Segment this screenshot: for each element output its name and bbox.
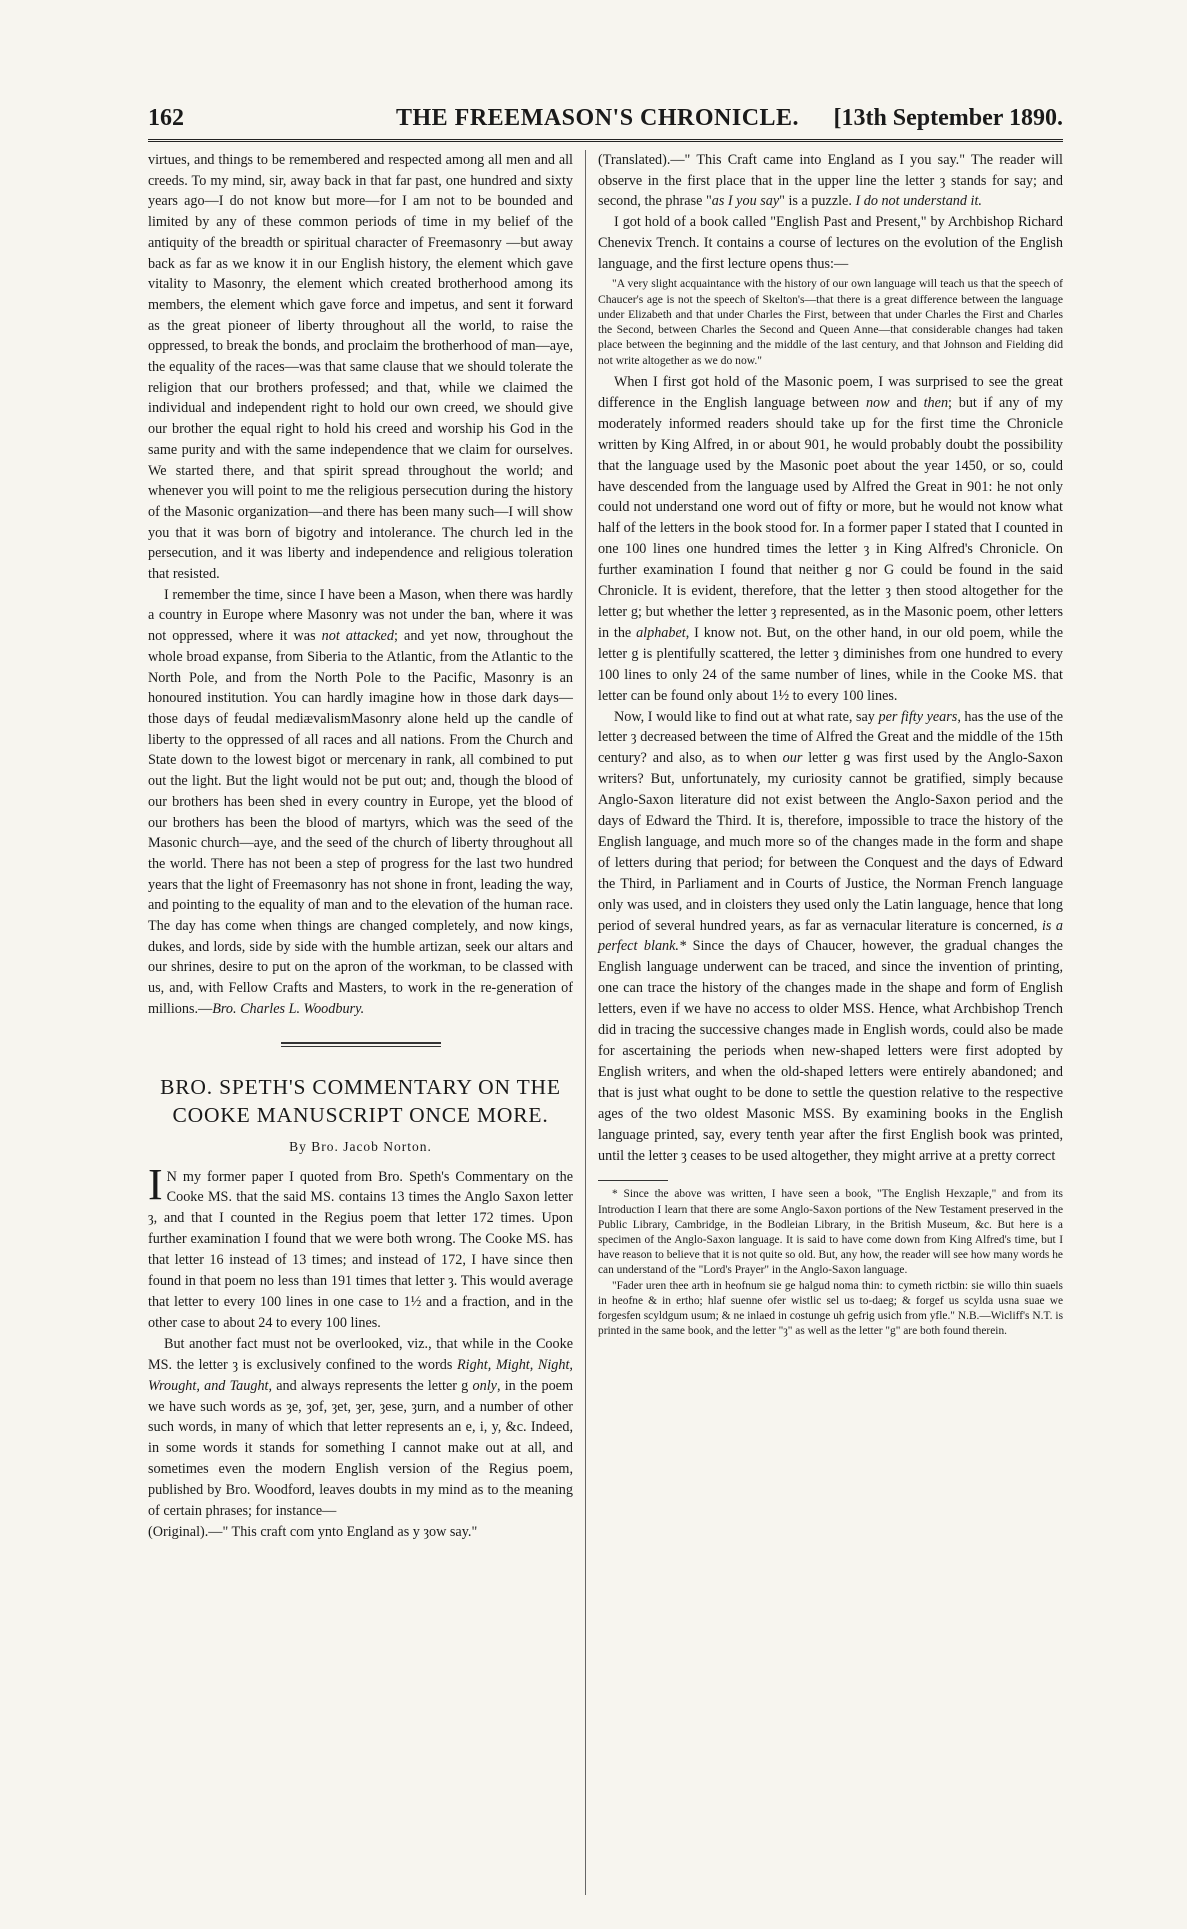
speech-signature: Bro. Charles L. Woodbury. bbox=[212, 1000, 365, 1017]
speech-paragraph-1: virtues, and things to be remembered and respected among all men and all creeds. To my mind, sir, away back in that far past, one hundred and sixty years ago—I do not know but more—for I am not to be bounded and limited by any of these common periods of time in my belief of the antiquity of the breadth or spiritual character of Freemasonry —but away back as far as we know it in our English history, the element which gave vitality to Masonry, the element which created brotherhood among its members, the element which gave force and impetus, and sent it forward as the great pioneer of liberty throughout all the world, to raise the oppressed, to break the bonds, and proclaim the brotherhood of man—aye, the equality of the races—was that same clause that we should tolerate the religion that our brothers professed; and that, while we claimed the individual and independent right to hold our own creed, we should give our brother the equal right to hold his creed and worship his God in the same purity and with the same independence that we claim for ourselves. We started there, and that spirit spread throughout the world; and whenever you will point to me the religious persecution during the history of the Masonic organization—and there has been many such—I will show you that it was born of bigotry and intolerance. The church led in the persecution, and it was liberty and independence and religious toleration that resisted. bbox=[148, 152, 573, 583]
footnote-lords-prayer: "Fader uren thee arth in heofnum sie ge halgud noma thin: to cymeth rictbin: sie willo thin suaels in heofne & in ertho; hlaf suenne ofer wistlic sel us to-daeg; & forgef us scylda usna suae we forgesfen scyldgum usum; & ne inlaed in costunge uh gefrig usich from yfle." N.B.—Wicliff's N.T. is printed in the same book, and the letter "ȝ" as well as the letter "g" are both found therein. bbox=[598, 1279, 1063, 1338]
rate-paragraph: Now, I would like to find out at what rate, say per fifty years, has the use of the letter ȝ decreased between the time of Alfred the Great and the middle of the 15th century? and also, as to when our letter g was first used by the Anglo-Saxon writers? But, unfortunately, my curiosity cannot be gratified, simply because Anglo-Saxon literature did not exist between the Anglo-Saxon period and the days of Edward the Third. It is, therefore, impossible to trace the history of the English language, and much more so of the changes made in the form and shape of letters during that period; for between the Conquest and the days of Edward the Third, in Parliament and in Courts of Justice, the Norman French language only was used, and in cloisters they used only the Latin language, hence that long period of several hundred years, as far as vernacular literature is concerned, is a perfect blank.* Since the days of Chaucer, however, the gradual changes the English language underwent can be traced, and since the invention of printing, one can trace the history of the changes made in the shape and form of English letters, even if we have no access to older MSS. Hence, what Archbishop Trench did in tracing the successive changes made in English words, could also be made for ascertaining the periods when new-shaped letters were first adopted by English writers, and when the old-shaped letters were entirely abandoned; and that is just what ought to be done to settle the question relative to the respective ages of the two oldest Masonic MSS. By examining books in the English language printed, say, every tenth year after the first English book was printed, until the letter ȝ ceases to be used altogether, they might arrive at a pretty correct bbox=[598, 708, 1064, 1164]
footnote-rule bbox=[598, 1180, 668, 1181]
article-divider bbox=[281, 1042, 441, 1047]
trench-quote: "A very slight acquaintance with the history of our own language will teach us that the speech of Chaucer's age is not the speech of Skelton's—that there is a great difference between the language under Elizabeth and that under Charles the First, between that under Charles the First and Charles the Second, between Charles the Second and Queen Anne—that considerable changes had taken place between the beginning and the middle of the last century, and that Johnson and Fielding did not write altogether as we do now." bbox=[598, 277, 1063, 367]
trench-paragraph: I got hold of a book called "English Past and Present," by Archbishop Richard Chenevix Trench. It contains a course of lectures on the evolution of the English language, and the first lecture opens thus:— bbox=[598, 214, 1063, 272]
speech-paragraph-2: I remember the time, since I have been a Mason, when there was hardly a country in Europe where Masonry was not under the ban, where it was not oppressed, where it was not attacked; and yet now, throughout the whole broad expanse, from Siberia to the Atlantic, from the Atlantic to the North Pole, and from the North Pole to the Pacific, Masonry is an honoured institution. You can hardly imagine how in those dark days—those days of feudal mediævalismMasonry alone held up the candle of liberty to the oppressed of all races and all nations. From the Church and State down to the lowest bigot or mercenary in rank, all combined to put out the light. But the light would not be put out; and, though the blood of our brothers has been shed in every country in Europe, yet the blood of our brothers has been the blood of martyrs, which was the seed of the Masonic church—aye, and the seed of the church of liberty throughout all the world. There has not been a step of progress for the last two hundred years that the light of Freemasonry has not shone in front, leading the way, and pointing to the equality of man and to the elevation of the human race. The day has come when things are changed completely, and now kings, dukes, and lords, side by side with the humble artizan, seek our altars and our shrines, desire to put on the apron of the workman, to be classed with us, and, with Fellow Crafts and Masters, to work in the re-generation of millions.—Bro. Charles L. Woodbury. bbox=[148, 586, 573, 1017]
article-heading: BRO. SPETH'S COMMENTARY ON THE COOKE MANUSCRIPT ONCE MORE. bbox=[160, 1074, 561, 1127]
article-paragraph-1: I N my former paper I quoted from Bro. Speth's Commentary on the Cooke MS. that the said MS. contains 13 times the Anglo Saxon letter ȝ, and that I counted in the Regius poem that letter 172 times. Upon further examination I found that we were both wrong. The Cooke MS. has that letter 16 instead of 13 times; and instead of 172, I have since then found in that poem no less than 191 times that letter ȝ. This would average that letter to every 100 lines in one case to 1½ and a fraction, and in the other case to about 24 to every 100 lines. bbox=[148, 1159, 573, 1331]
right-column bbox=[598, 150, 1063, 1339]
article-paragraph-2: But another fact must not be overlooked, viz., that while in the Cooke MS. the letter ȝ is exclusively confined to the words Right, Might, Night, Wrought, and Taught, and always represents the letter g only, in the poem we have such words as ȝe, ȝof, ȝet, ȝer, ȝese, ȝurn, and a number of other such words, in many of which that letter represents an e, i, y, &c. Indeed, in some words it stands for something I cannot make out at all, and sometimes even the modern English version of the Regius poem, published by Bro. Woodford, leaves doubts in my mind as to the meaning of certain phrases; for instance— bbox=[148, 1335, 574, 1520]
translated-paragraph: (Translated).—" This Craft came into England as I you say." The reader will observe in the first place that in the upper line the letter ȝ stands for say; and second, the phrase "as I you say" is a puzzle. I do not understand it. bbox=[598, 152, 1063, 210]
article-byline: By Bro. Jacob Norton. bbox=[289, 1138, 432, 1154]
article-paragraph-3: (Original).—" This craft com ynto England as y ȝow say." bbox=[148, 1523, 478, 1540]
issue-date: [13th September 1890. bbox=[833, 105, 1063, 131]
footnote-1: * Since the above was written, I have seen a book, "The English Hexzaple," and from its Introduction I learn that there are some Anglo-Saxon portions of the New Testament preserved in the Public Library, Cambridge, in the Bodleian Library, in the British Museum, &c. But here is a specimen of the Anglo-Saxon language. It is said to have come down from King Alfred's time, but I have reason to believe that it is not quite so old. But, any how, the reader will see how many words he can understand of the "Lord's Prayer" in the Anglo-Saxon language. bbox=[598, 1188, 1063, 1277]
masonic-poem-paragraph: When I first got hold of the Masonic poem, I was surprised to see the great difference in the English language between now and then; but if any of my moderately informed readers should take up for the first time the Chronicle written by King Alfred, in or about 901, he would probably doubt the possibility that the language used by the Masonic poet about the year 1450, or so, could have descended from the language used by Alfred the Great in 901: he not only could not understand one word out of fifty or more, but he would not know what half of the letters in the book stood for. In a former paper I stated that I counted in one 100 lines one hundred times the letter ȝ in King Alfred's Chronicle. On further examination I found that neither g nor G could be found in the said Chronicle. It is evident, therefore, that the letter ȝ then stood altogether for the letter g; but whether the letter ȝ represented, as in the Masonic poem, other letters in the alphabet, I know not. But, on the other hand, in our old poem, while the letter g is plentifully scattered, the letter ȝ diminishes from one hundred to every 100 lines to only 24 of the same number of lines, while in the Cooke MS. that letter can be found only about 1½ to every 100 lines. bbox=[598, 374, 1063, 704]
left-column bbox=[148, 150, 573, 1543]
page-number: 162 bbox=[148, 105, 184, 131]
publication-title: THE FREEMASON'S CHRONICLE. bbox=[396, 105, 800, 131]
page-header bbox=[148, 105, 1063, 142]
column-divider bbox=[585, 150, 586, 1895]
drop-cap: I bbox=[148, 1159, 163, 1209]
